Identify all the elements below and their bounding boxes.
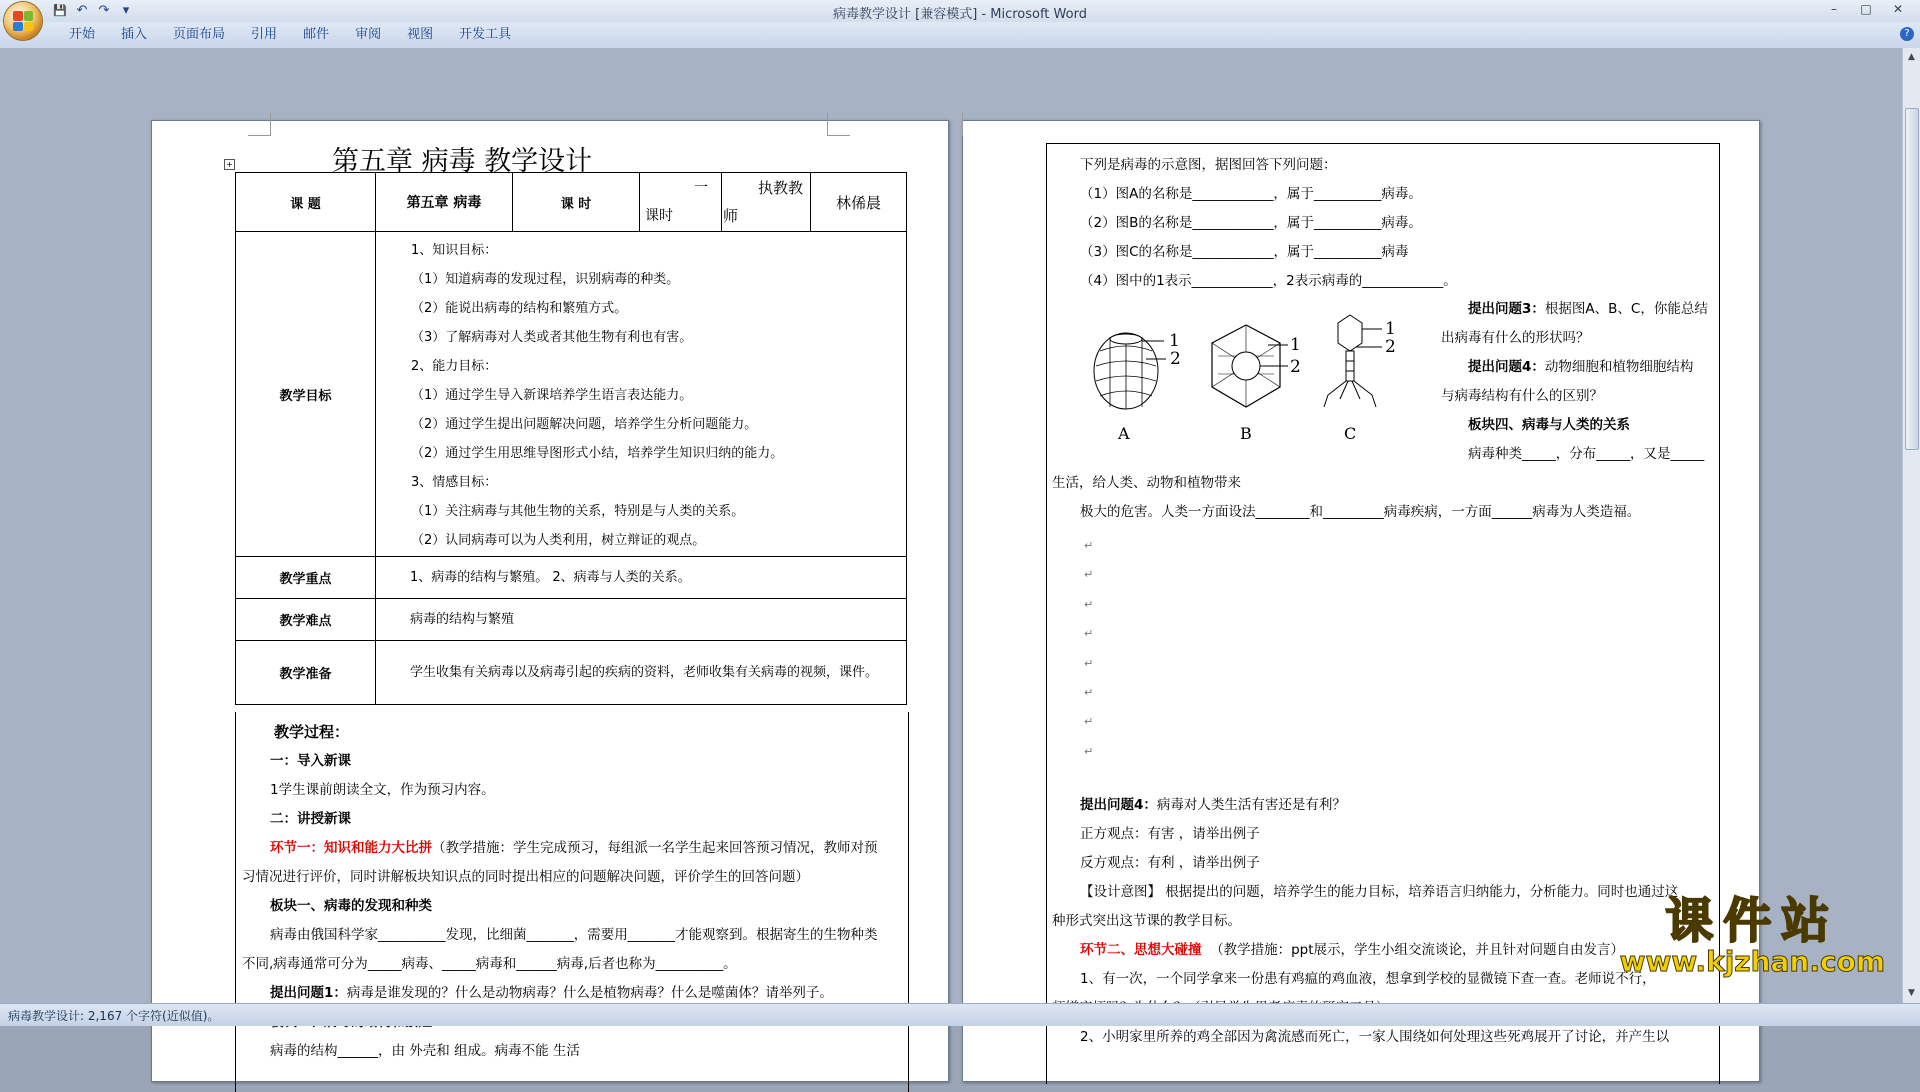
scroll-down-icon[interactable]: ▼ xyxy=(1908,988,1915,998)
design-intent-cont: 种形式突出这节课的教学目标。 xyxy=(1052,913,1241,929)
label-b: B xyxy=(1240,424,1252,443)
tab-home[interactable]: 开始 xyxy=(69,27,96,42)
maximize-button[interactable]: □ xyxy=(1860,2,1872,16)
tab-review[interactable]: 审阅 xyxy=(355,27,382,42)
goal-line: （2）认同病毒可以为人类利用，树立辩证的观点。 xyxy=(411,533,706,548)
figure-question-1: （1）图A的名称是____________，属于__________病毒。 xyxy=(1080,186,1422,202)
goal-line: （2）通过学生提出问题解决问题，培养学生分析问题能力。 xyxy=(411,417,758,432)
lesson-info-table xyxy=(235,172,907,705)
tab-developer[interactable]: 开发工具 xyxy=(459,27,512,42)
goal-line: 1、知识目标： xyxy=(411,243,498,258)
ribbon-tabs xyxy=(0,22,1920,49)
office-button[interactable] xyxy=(4,2,42,40)
block2-line1: 病毒的结构______，由 外壳和 组成。病毒不能 生活 xyxy=(270,1043,580,1059)
status-bar xyxy=(0,1003,1920,1026)
svg-text:1: 1 xyxy=(1169,331,1180,351)
tab-mailings[interactable]: 邮件 xyxy=(303,27,330,42)
block1-line2: 不同,病毒通常可分为_____病毒、_____病毒和______病毒,后者也称为__________。 xyxy=(242,956,737,972)
question3: 提出问题3：根据图A、B、C，你能总结 xyxy=(1468,301,1708,317)
block4-line2: 生活，给人类、动物和植物带来 xyxy=(1052,475,1241,491)
window-controls xyxy=(1818,0,1914,18)
link2-line: 环节二、思想大碰撞 （教学措施：ppt展示，学生小组交流谈论，并且针对问题自由发言） xyxy=(1080,942,1625,958)
virus-a-figure xyxy=(1094,331,1181,443)
title-bar xyxy=(0,0,1920,23)
figure-question-4: （4）图中的1表示____________，2表示病毒的____________。 xyxy=(1080,273,1457,289)
figure-question-3: （3）图C的名称是____________，属于__________病毒 xyxy=(1080,244,1409,260)
period-value: 一 课时 xyxy=(640,173,722,232)
preparation-value: 学生收集有关病毒以及病毒引起的疾病的资料，老师收集有关病毒的视频，课件。 xyxy=(376,641,907,705)
tab-insert[interactable]: 插入 xyxy=(121,27,148,42)
goal-line: 3、情感目标： xyxy=(411,475,498,490)
teaching-process xyxy=(235,712,909,1092)
page-1 xyxy=(151,120,949,1082)
save-icon[interactable]: 💾 xyxy=(53,4,67,17)
question1: 提出问题1：病毒是谁发现的？什么是动物病毒？什么是植物病毒？什么是噬菌体？请举列子。 xyxy=(270,985,833,1001)
question3-cont: 出病毒有什么的形状吗？ xyxy=(1441,330,1590,346)
label-goals: 教学目标 xyxy=(236,232,376,557)
help-icon[interactable]: ? xyxy=(1900,27,1914,41)
topic-value: 第五章 病毒 xyxy=(376,173,513,232)
scrollbar-thumb[interactable] xyxy=(1905,108,1919,450)
section-intro-text: 1学生课前朗读全文，作为预习内容。 xyxy=(270,782,495,798)
redo-icon[interactable]: ↷ xyxy=(98,3,110,18)
svg-text:2: 2 xyxy=(1385,337,1396,357)
pro-view: 正方观点：有害 ，请举出例子 xyxy=(1080,826,1260,842)
section-intro: 一：导入新课 xyxy=(270,753,351,769)
goals-cell xyxy=(376,232,907,557)
goal-line: （2）通过学生用思维导图形式小结，培养学生知识归纳的能力。 xyxy=(411,446,784,461)
label-key-points: 教学重点 xyxy=(236,557,376,599)
undo-icon[interactable]: ↶ xyxy=(76,3,88,18)
vertical-scrollbar[interactable] xyxy=(1902,48,1920,1003)
label-preparation: 教学准备 xyxy=(236,641,376,705)
customize-qat-icon[interactable]: ▾ xyxy=(122,3,130,18)
label-period: 课 时 xyxy=(513,173,640,232)
crop-mark xyxy=(962,113,963,136)
section-teaching: 二：讲授新课 xyxy=(270,811,351,827)
label-difficulties: 教学难点 xyxy=(236,599,376,641)
window-title: 病毒教学设计 [兼容模式] - Microsoft Word xyxy=(833,7,1087,22)
virus-figure xyxy=(1088,311,1428,451)
goal-line: （1）通过学生导入新课培养学生语言表达能力。 xyxy=(411,388,693,403)
svg-text:1: 1 xyxy=(1385,319,1396,339)
process-heading: 教学过程： xyxy=(274,723,350,741)
empty-paragraphs: ↵ ↵ ↵ ↵ ↵ ↵ ↵ ↵ xyxy=(1084,539,1094,758)
svg-text:1: 1 xyxy=(1290,335,1301,355)
svg-text:2: 2 xyxy=(1290,357,1301,377)
goal-line: 2、能力目标： xyxy=(411,359,498,374)
virus-c-figure xyxy=(1324,315,1396,443)
case1: 1、有一次，一个同学拿来一份患有鸡瘟的鸡血液，想拿到学校的显微镜下查一查。老师说不行， xyxy=(1080,971,1656,987)
crop-mark xyxy=(827,113,850,136)
difficulties-value: 病毒的结构与繁殖 xyxy=(376,599,907,641)
document-title: 第五章 病毒 教学设计 xyxy=(332,146,593,177)
link1-cont: 习情况进行评价，同时讲解板块知识点的同时提出相应的问题解决问题，评价学生的回答问题） xyxy=(242,869,809,885)
minimize-button[interactable]: – xyxy=(1831,2,1837,16)
status-text: 病毒教学设计: 2,167 个字符(近似值)。 xyxy=(8,1009,220,1023)
scroll-up-icon[interactable]: ▲ xyxy=(1908,52,1915,62)
block4-line3: 极大的危害。人类一方面设法________和_________病毒疾病，一方面______病毒为人类造福。 xyxy=(1080,504,1641,520)
office-logo-icon xyxy=(13,11,33,31)
question4-cont: 与病毒结构有什么的区别？ xyxy=(1441,388,1603,404)
key-points-value: 1、病毒的结构与繁殖。 2、病毒与人类的关系。 xyxy=(376,557,907,599)
goal-line: （1）关注病毒与其他生物的关系，特别是与人类的关系。 xyxy=(411,504,745,519)
block1-line1: 病毒由俄国科学家__________发现，比细菌_______，需要用_______才能观察到。根据寄生的生物种类 xyxy=(270,927,878,943)
close-button[interactable]: ✕ xyxy=(1892,2,1904,16)
label-topic: 课 题 xyxy=(236,173,376,232)
tab-references[interactable]: 引用 xyxy=(251,27,278,42)
question4: 提出问题4：动物细胞和植物细胞结构 xyxy=(1468,359,1694,375)
label-teacher: 执教教 师 xyxy=(722,173,811,232)
question5: 提出问题4：病毒对人类生活有害还是有利？ xyxy=(1080,797,1346,813)
case2: 2、小明家里所养的鸡全部因为禽流感而死亡，一家人围绕如何处理这些死鸡展开了讨论，并产生以 xyxy=(1080,1029,1670,1045)
svg-text:2: 2 xyxy=(1170,349,1181,369)
tab-page-layout[interactable]: 页面布局 xyxy=(173,27,226,42)
goal-line: （2）能说出病毒的结构和繁殖方式。 xyxy=(411,301,628,316)
block1-heading: 板块一、病毒的发现和种类 xyxy=(270,898,432,914)
block4-line1: 病毒种类_____，分布_____，又是_____ xyxy=(1468,446,1705,462)
tab-view[interactable]: 视图 xyxy=(407,27,434,42)
goal-line: （3）了解病毒对人类或者其他生物有利也有害。 xyxy=(411,330,693,345)
con-view: 反方观点：有利 ，请举出例子 xyxy=(1080,855,1260,871)
figure-question-2: （2）图B的名称是____________，属于__________病毒。 xyxy=(1080,215,1422,231)
crop-mark xyxy=(248,113,271,136)
table-move-handle-icon[interactable]: + xyxy=(224,159,235,170)
goal-line: （1）知道病毒的发现过程，识别病毒的种类。 xyxy=(411,272,680,287)
virus-b-figure xyxy=(1212,325,1301,443)
kjzhan-watermark-logo: 课件站 www.kjzhan.com xyxy=(1619,893,1885,978)
design-intent: 【设计意图】 根据提出的问题，培养学生的能力目标，培养语言归纳能力，分析能力。同时也通过这 xyxy=(1080,884,1679,900)
teacher-value: 林俙晨 xyxy=(811,173,907,232)
block4-heading: 板块四、病毒与人类的关系 xyxy=(1468,417,1630,433)
figure-intro: 下列是病毒的示意图，据图回答下列问题： xyxy=(1080,157,1337,173)
label-a: A xyxy=(1118,424,1130,443)
label-c: C xyxy=(1344,424,1357,443)
link1-line: 环节一：知识和能力大比拼（教学措施：学生完成预习，每组派一名学生起来回答预习情况，教师对预 xyxy=(270,840,878,856)
